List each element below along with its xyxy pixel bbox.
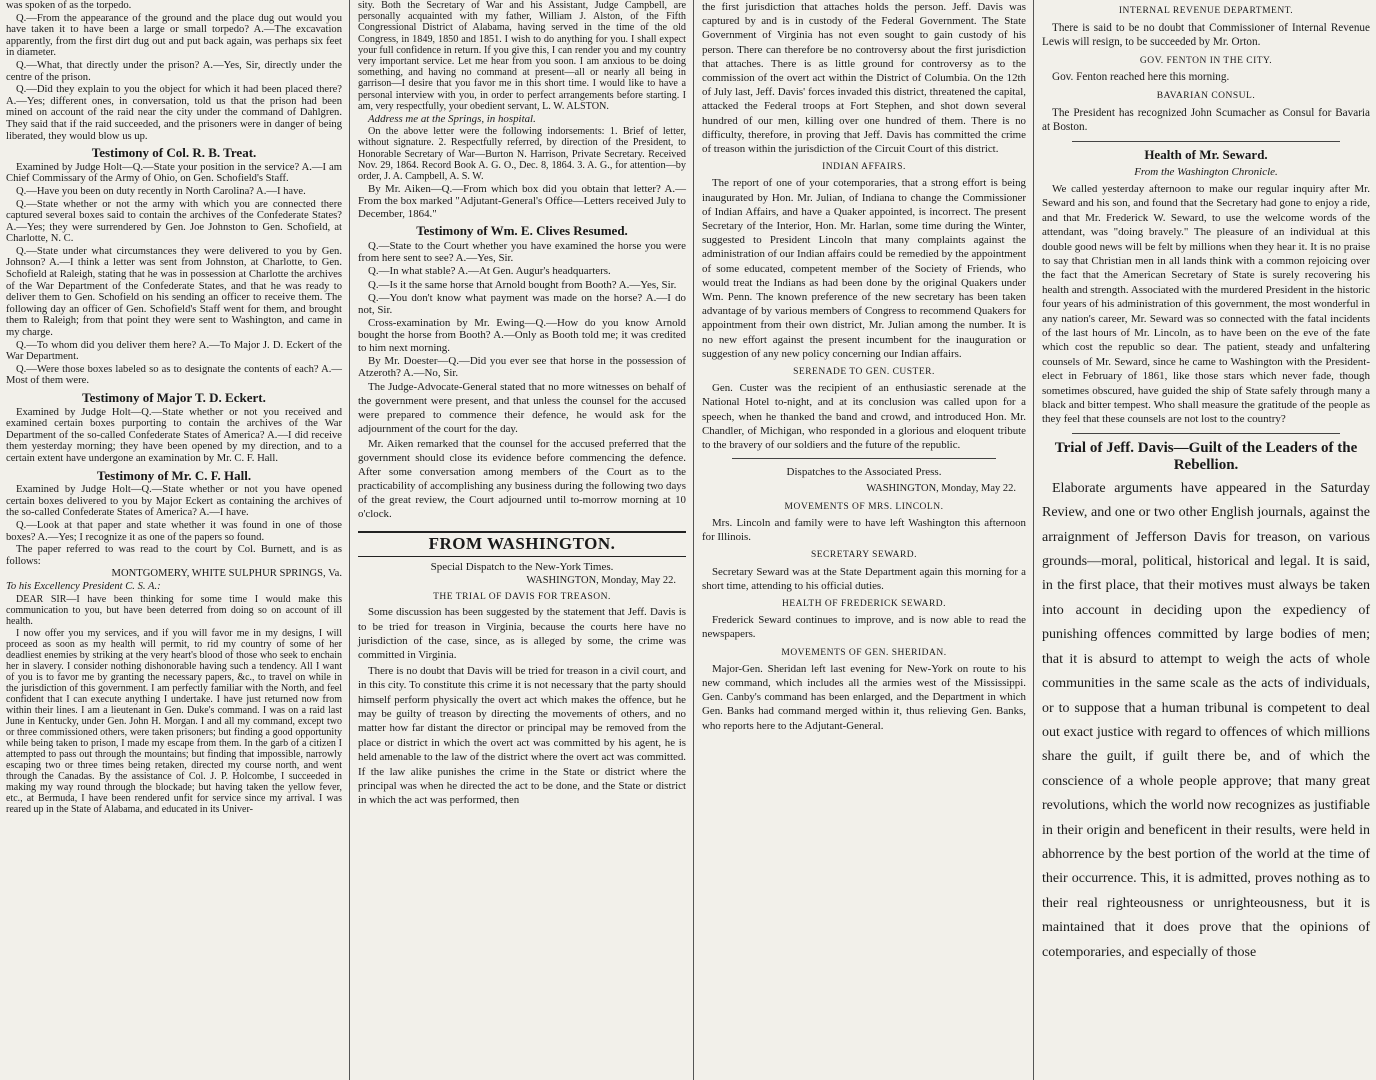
paragraph: Mr. Aiken remarked that the counsel for the accused preferred that the government should close its evidence before commencing the defence. After some conversation among members of the Court as to the practicability of accomplishing any business during the following two days of the great review, the Court adjourned until to-morrow morning at 10 o'clock. <box>358 438 686 521</box>
paragraph: Secretary Seward was at the State Department again this morning for a short time, attending to his official duties. <box>702 565 1026 592</box>
column-1 <box>0 0 348 1080</box>
sub-heading: GOV. FENTON IN THE CITY. <box>1139 55 1273 66</box>
section-heading: Testimony of Mr. C. F. Hall. <box>96 467 252 483</box>
column-rule <box>1033 0 1034 1080</box>
letter-heading: MONTGOMERY, WHITE SULPHUR SPRINGS, Va. <box>111 568 342 580</box>
paragraph: Q.—Is it the same horse that Arnold bought from Booth? A.—Yes, Sir. <box>368 278 677 291</box>
paragraph: Q.—Were those boxes labeled so as to designate the contents of each? A.—Most of them were. <box>6 363 342 387</box>
paragraph: Q.—Have you been on duty recently in North Carolina? A.—I have. <box>16 185 306 197</box>
paragraph: Q.—You don't know what payment was made on the horse? A.—I do not, Sir. <box>358 291 686 317</box>
paragraph: Some discussion has been suggested by the statement that Jeff. Davis is to be tried for treason in Virginia, because the courts here have no jurisdiction of the case, since, as is alleged by some, the crime was committed in Virginia. <box>358 606 686 662</box>
paragraph: Elaborate arguments have appeared in the Saturday Review, and one or two other English journals, against the arraignment of Jefferson Davis for treason, on various grounds—moral, political, historical and legal. It is said, in the first place, that their motives must always be taken into account in deciding upon the expediency of punishing offences committed by large bodies of men; that it is absurd to attempt to weigh the acts of whole communities in the same scale as the acts of individuals, or to suppose that a human tribunal is competent to deal out exact justice with regard to offences of which millions share the guilt, if guilt there be, and of which the conscience of a whole people approve; that many great revolutions, which the world now recognizes as justifiable in their origin and beneficent in their results, were held in abhorrence by the best portion of the world at the time of their occurrence. This, it is admitted, proves nothing as to their real righteousness or unrighteousness, but it is maintained that it does prove that the opinions of cotemporaries, and especially of those <box>1042 480 1370 960</box>
letter-salutation: To his Excellency President C. S. A.: <box>6 580 161 592</box>
paragraph: Gen. Custer was the recipient of an enthusiastic serenade at the National Hotel to-night, and at its conclusion was called upon for a speech, when he thanked the band and crowd, and introduced Hon. Mr. Chandler, of Michigan, who responded in a glorious and eloquent tribute to the bravery of our soldiers and the future of the republic. <box>702 382 1026 452</box>
paragraph: Major-Gen. Sheridan left last evening for New-York on route to his new command, which includes all the armies west of the Mississippi. Gen. Canby's command has been enlarged, and the Department in which Gen. Banks had command merged within it, thus relieving Gen. Banks, who reports here to the Adjutant-General. <box>702 662 1026 732</box>
banner-title: FROM WASHINGTON. <box>428 534 616 554</box>
column-rule <box>693 0 694 1080</box>
paragraph: Examined by Judge Holt—Q.—State whether or not you have opened certain boxes delivered to you by Major Eckert as containing the archives of the so-called Confederate States of America? A.—I have. <box>6 484 342 519</box>
section-heading: Health of Mr. Seward. <box>1144 146 1268 162</box>
paragraph: Examined by Judge Holt—Q.—State whether or not you received and examined certain boxes purporting to contain the archives of the War Department of the so-called Confederate States of America? A.—I did receive them yesterday morning; they have been opened by my direction, and to a certain extent have undergone an examination by Mr. C. F. Hall. <box>6 406 342 464</box>
dispatch-subtitle: Dispatches to the Associated Press. <box>786 466 942 479</box>
separator <box>1072 141 1340 142</box>
separator <box>1072 433 1340 434</box>
paragraph: The paper referred to was read to the court by Col. Burnett, and is as follows: <box>6 544 342 567</box>
paragraph: We called yesterday afternoon to make our regular inquiry after Mr. Seward and his son, and found that the Secretary had gone to enjoy a ride, and that Mr. Frederick W. Seward, to use the welcome words of the attendant, was "doing bravely." The pleasure of an individual at this double good news will be felt by millions when they hear it. It is no praise to say that Christian men in all lands think with a common rejoicing over the fact that the American Secretary of State is surely recovering his health and strength. Associated with the murdered President in the historic four years of his administration of this government, the most wonderful in any nation's career, Mr. Seward was so connected with the fatal incidents of the last hours of Mr. Lincoln, as to have been on the eve of the fate which cost the republic so dear. The patient, steady and unfaltering counsels of Mr. Seward, since he came to Washington with the President-elect in February of 1861, like those stars which never fade, though sometimes obscured, have guided the ship of State safely through many a black and bitter tempest. Who shall measure the gratitude of the people as they feel that these counsels are not lost to the country? <box>1042 182 1370 426</box>
sub-heading: MOVEMENTS OF GEN. SHERIDAN. <box>781 647 947 658</box>
paragraph: Address me at the Springs, in hospital. <box>368 113 536 126</box>
paragraph: By Mr. Aiken—Q.—From which box did you obtain that letter? A.—From the box marked "Adjutant-General's Office—Letters received July to December, 1864." <box>358 183 686 220</box>
paragraph: The report of one of your cotemporaries, that a strong effort is being inaugurated by Hon. Mr. Julian, of Indiana to change the Commissioner of Indian Affairs, and have a Quaker appointed, is incorrect. The present Secretary of the Interior, Hon. Mr. Harlan, some time during the Winter, suggested to President Lincoln that many complaints against the administration of our Indian affairs could be remedied by the appointment of some educated, competent member of the Society of Friends, who would treat the Indians as had been done by the original Quakers under Wm. Penn. The known preference of the new secretary has been taken advantage of by various members of Congress to recommend Quakers for appointment from their own district, Mr. Julian among the number. It is no new effort against the present incumbent for the inauguration or suggestion of any new policy concerning our Indian affairs. <box>702 177 1026 360</box>
paragraph: DEAR SIR—I have been thinking for some time I would make this communication to you, but have been deterred from doing so on account of ill health. <box>6 593 342 627</box>
paragraph: sity. Both the Secretary of War and his Assistant, Judge Campbell, are personally acquainted with my father, William J. Alston, of the Fifth Congressional District of Alabama, having served in the time of the old Congress, in 1849, 1850 and 1851. I wish to do anything for you. I shall expect your full confidence in return. If you give this, I can render you and my country very important service. Let me hear from you soon. I am anxious to be doing something, and having no command at present—all or nearly all being in garrison—I desire that you favor me in this short time. I would like to have a personal interview with you, in order to perfect arrangements before starting. I am, very respectfully, your obedient servant, L. W. ALSTON. <box>358 0 686 112</box>
section-heading: Trial of Jeff. Davis—Guilt of the Leaders of the Rebellion. <box>1054 439 1358 473</box>
paragraph: Q.—To whom did you deliver them here? A.—To Major J. D. Eckert of the War Department. <box>6 339 342 363</box>
section-heading: Testimony of Major T. D. Eckert. <box>82 390 266 405</box>
paragraph: The Judge-Advocate-General stated that no more witnesses on behalf of the government were present, and that unless the counsel for the accused were prepared to commence their defence, he would ask for the adjournment of the court for the day. <box>358 381 686 436</box>
sub-heading: INDIAN AFFAIRS. <box>822 162 906 173</box>
paragraph: was spoken of as the torpedo. <box>6 0 132 11</box>
paragraph: Q.—State whether or not the army with which you are connected there captured several boxes said to contain the archives of the Confederate States? A.—Yes; they were surrendered by Gen. Joe Johnston to Gen. Schofield, at Charlotte, N. C. <box>6 198 342 245</box>
paragraph: Examined by Judge Holt—Q.—State your position in the service? A.—I am Chief Commissary of the Army of Ohio, on Gen. Schofield's Staff. <box>6 161 342 185</box>
paragraph: Mrs. Lincoln and family were to have left Washington this afternoon for Illinois. <box>702 516 1026 544</box>
dateline: WASHINGTON, Monday, May 22. <box>866 482 1016 494</box>
banner <box>358 531 686 556</box>
paragraph: Frederick Seward continues to improve, and is now able to read the newspapers. <box>702 614 1026 641</box>
separator <box>732 458 996 459</box>
article-trial-jeff-davis <box>1042 440 1370 965</box>
paragraph: By Mr. Doester—Q.—Did you ever see that horse in the possession of Atzeroth? A.—No, Sir. <box>358 354 686 380</box>
column-rule <box>349 0 350 1080</box>
dateline: WASHINGTON, Monday, May 22. <box>526 574 676 586</box>
paragraph: There is no doubt that Davis will be tried for treason in a civil court, and in this city. To constitute this crime it is not necessary that the party should himself perform physically the overt act which makes the offence, but he may be guilty of treason by directing the movements of others, and no matter how far distant the director or principal may be removed from the place or district in which the overt act was committed by his agent, he is held amenable to the law of the district where the overt act was committed. If the law alike punishes the crime in the State or district where the principal was when he directed the act to be done, and the State or district in which the act was performed, then <box>358 664 686 807</box>
paragraph: There is said to be no doubt that Commissioner of Internal Revenue Lewis will resign, to be succeeded by Mr. Orton. <box>1042 21 1370 49</box>
paragraph: Q.—Did they explain to you the object for which it had been placed there? A.—Yes; different ones, in conversation, told us that the prison had been mined on account of the raid near the city under the command of Dahlgren. They said that if the raid succeeded, and the prisoners were in danger of being liberated, they would blow us up. <box>6 84 342 142</box>
sub-heading: THE TRIAL OF DAVIS FOR TREASON. <box>433 591 611 602</box>
dispatch-subtitle: Special Dispatch to the New-York Times. <box>430 560 614 573</box>
paragraph: Gov. Fenton reached here this morning. <box>1052 71 1230 84</box>
sub-heading: MOVEMENTS OF MRS. LINCOLN. <box>784 501 944 512</box>
paragraph: The President has recognized John Scumacher as Consul for Bavaria at Boston. <box>1042 106 1370 134</box>
paragraph: On the above letter were the following indorsements: 1. Brief of letter, without signature. 2. Respectfully referred, by direction of the President, to Honorable Secretary of War—Burton N. Harrison, Private Secretary. Received Nov. 29, 1864. Record Book A. G. O., Dec. 8, 1864. 3. A. G., for attention—by order, J. A. Campbell, A. S. W. <box>358 126 686 183</box>
sub-heading: SERENADE TO GEN. CUSTER. <box>793 367 935 378</box>
sub-heading: SECRETARY SEWARD. <box>810 550 918 561</box>
paragraph: the first jurisdiction that attaches holds the person. Jeff. Davis was captured by and is in custody of the Federal Government. The State Government of Virginia has not even sought to gain custody of his person. There can therefore be no controversy about the first jurisdiction that attaches. There is as little ground for controversy as to the commission of the overt act within the District of Columbia. On the 12th of July last, Jeff. Davis' forces invaded this district, threatened the capital, attacked the Federal troops at Fort Stephen, and shot down several hundred of our men, killing over one hundred of them. There is no difficulty, therefore, in proving that Jeff. Davis has committed the crime of treason within the jurisdiction of the Circuit Court of this district. <box>702 1 1026 156</box>
paragraph: Q.—From the appearance of the ground and the place dug out would you have taken it to have been a large or small torpedo? A.—The excavation apparently, from the first dirt dug out and put back again, was perhaps six feet in diameter. <box>6 12 342 59</box>
paragraph: I now offer you my services, and if you will favor me in my designs, I will proceed as soon as my health will permit, to rid my country of some of her deadliest enemies by striking at the very heart's blood of those who seek to enchain her in slavery. I consider nothing dishonorable having such a tendency. All I want of you is to favor me by granting the necessary papers, &c., to travel on while in the jurisdiction of this government. I am perfectly familiar with the North, and feel confident that I can execute anything I undertake. I have just returned now from within their lines. I am a lieutenant in Gen. Duke's command. I was on a raid last June in Kentucky, under Gen. John H. Morgan. I and all my command, except two or three commissioned others, were taken prisoners; but finding a good opportunity while being taken to prison, I made my escape from them. In the garb of a citizen I attempted to pass out through the mountains; but finding that impossible, narrowly escaping two or three times being retaken, directed my course north, and went through the Canadas. By the assistance of Col. J. P. Holcombe, I succeeded in making my way round through the blockade; but having taken the yellow fever, etc., at Bermuda, I have been rendered unfit for service since my arrival. I was reared up in the State of Alabama, and educated in its Univer- <box>6 627 342 815</box>
paragraph: Q.—What, that directly under the prison? A.—Yes, Sir, directly under the centre of the prison. <box>6 59 342 83</box>
sub-heading: BAVARIAN CONSUL. <box>1156 90 1256 101</box>
paragraph: Q.—State under what circumstances they were delivered to you by Gen. Johnson? A.—I think a letter was sent from Johnston, at Charlotte, to Gen. Schofield at Raleigh, stating that he was in possession at Charlotte the archives of the War Department of the Confederate States, and that he was ready to deliver them to Gen. Schofield on his sending an officer to receive them. The following day an officer of Gen. Schofield's Staff went for them, and brought them to Raleigh; from that point they were sent to Washington, and came in my charge. <box>6 245 342 339</box>
paragraph: Q.—In what stable? A.—At Gen. Augur's headquarters. <box>368 265 611 278</box>
paragraph: Q.—State to the Court whether you have examined the horse you were from here sent to see? A.—Yes, Sir. <box>358 240 686 265</box>
column-2 <box>352 0 692 1080</box>
column-3 <box>696 0 1032 1080</box>
section-heading: Testimony of Col. R. B. Treat. <box>91 145 257 161</box>
source-subtitle: From the Washington Chronicle. <box>1134 166 1278 179</box>
sub-heading: INTERNAL REVENUE DEPARTMENT. <box>1118 6 1294 16</box>
sub-heading: HEALTH OF FREDERICK SEWARD. <box>781 598 947 609</box>
paragraph: Cross-examination by Mr. Ewing—Q.—How do you know Arnold bought the horse from Booth? A.—Only as Booth told me; it was credited to him next morning. <box>358 317 686 354</box>
column-4 <box>1036 0 1376 1080</box>
section-heading: Testimony of Wm. E. Clives Resumed. <box>416 222 628 238</box>
paragraph: Q.—Look at that paper and state whether it was found in one of those boxes? A.—Yes; I recognize it as one of the papers so found. <box>6 519 342 543</box>
